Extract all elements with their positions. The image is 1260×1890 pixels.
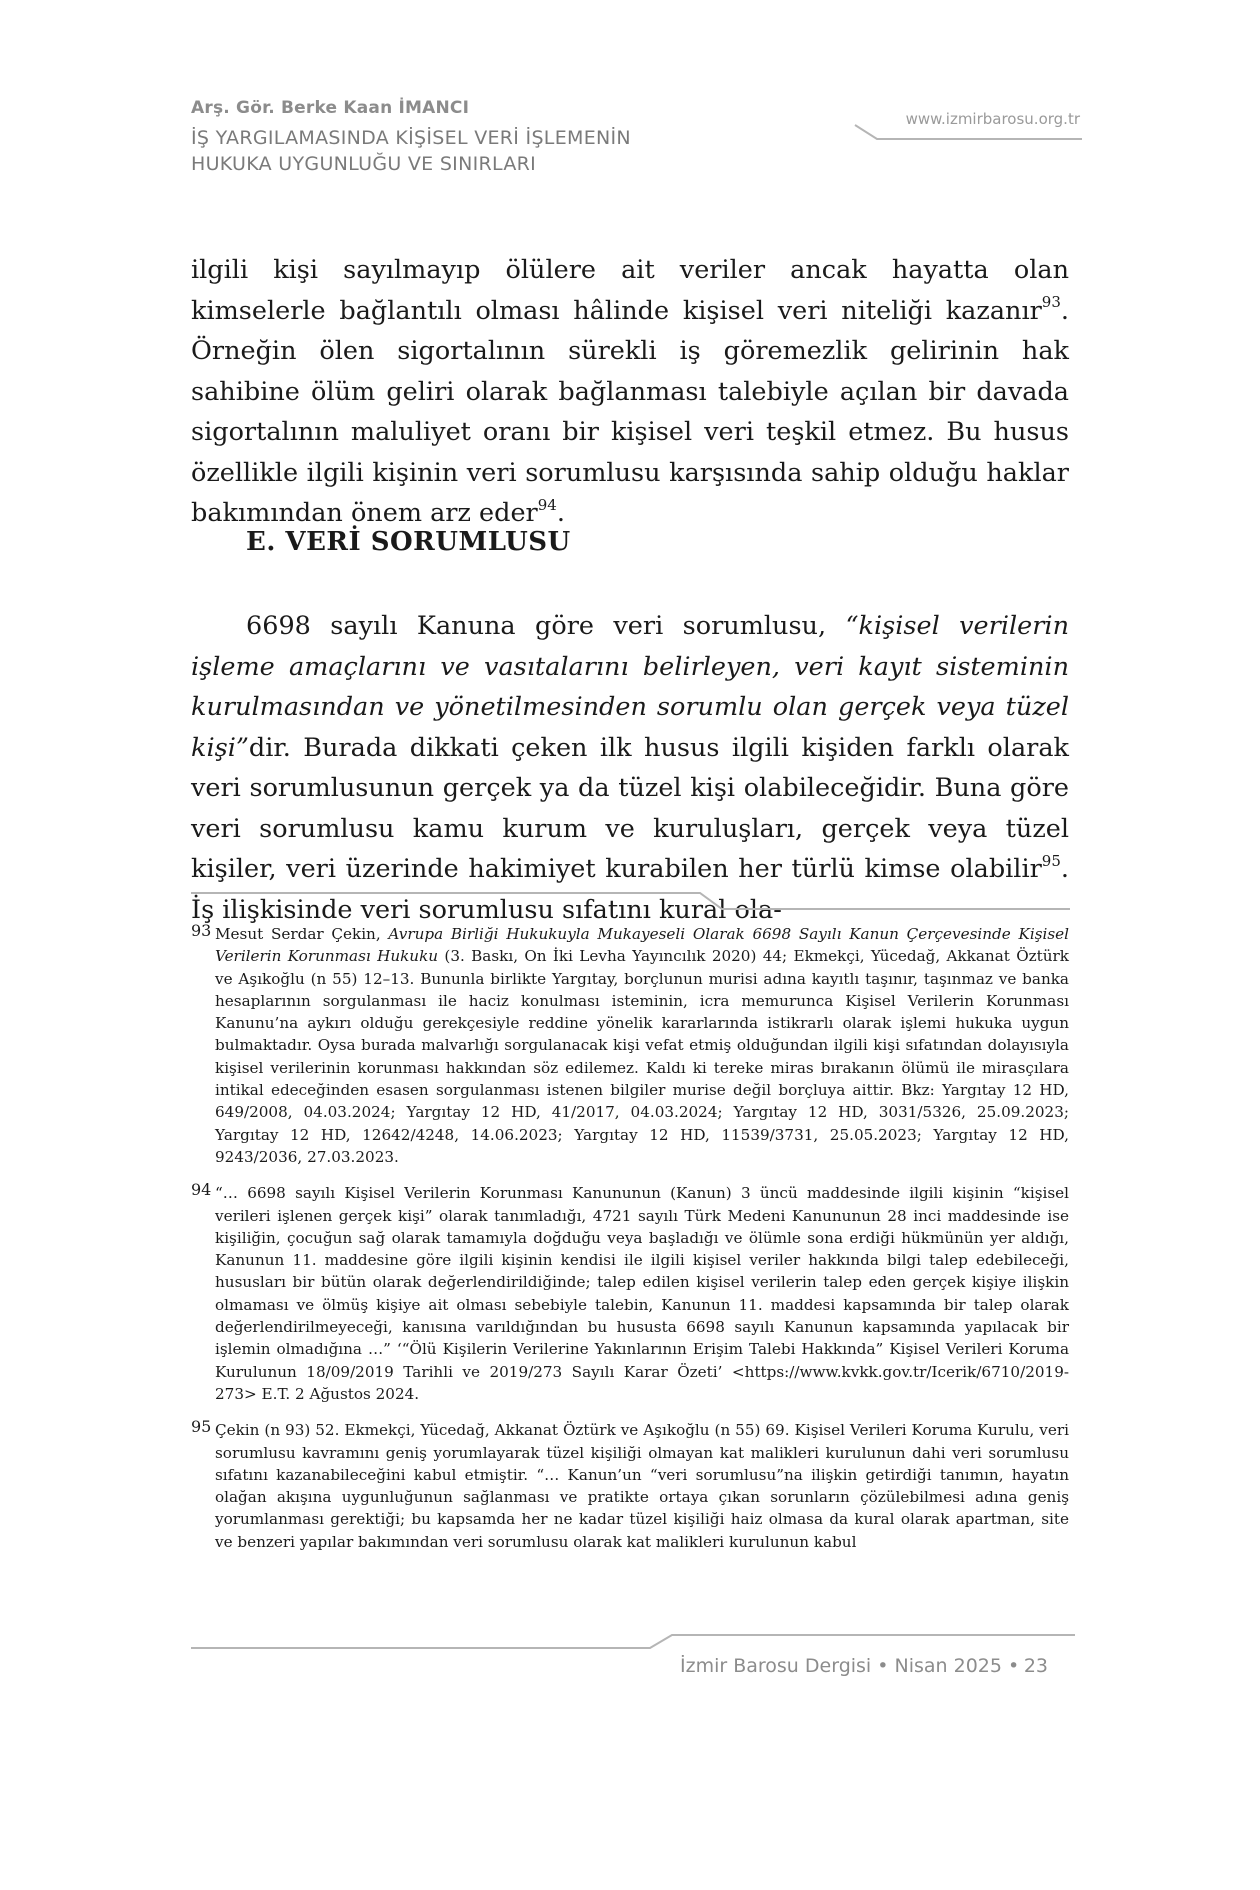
footnote-93-book-title: Avrupa Birliği Hukukuyla Mukayeseli Olarak 6698 Sayılı Kanun Çerçevesinde Kişisel Verilerin Korunması Hukuku	[215, 925, 1069, 966]
page-footer	[680, 1655, 1070, 1677]
footnote-93-text-a: Mesut Serdar Çekin,	[215, 925, 389, 943]
footnote-ref-94: 94	[537, 495, 557, 514]
footnote-95-number: 95	[191, 1417, 212, 1437]
footnote-93-number: 93	[191, 921, 212, 940]
page-number: 23	[1023, 1655, 1048, 1677]
footer-rule-line	[191, 1635, 1075, 1648]
footnote-ref-95: 95	[1041, 851, 1061, 870]
footnote-94-text: “… 6698 sayılı Kişisel Verilerin Korunması Kanununun (Kanun) 3 üncü maddesinde ilgili kişinin “kişisel verileri işlenen gerçek kişi” olarak tanımladığı, 4721 sayılı Türk Medeni Kanununun 28 inci maddesinde ise kişiliğin, çocuğun sağ olarak tamamıyla doğduğu veya başladığı ve ölümle sona erdiği hükmünün yer aldığı, Kanunun 11. maddesine göre ilgili kişinin kendisi ile ilgili kişisel veriler hakkında bilgi talep edebileceği, hususları bir bütün olarak değerlendirildiğinde; talep edilen kişisel verilerin talep eden gerçek kişiye ilişkin olmaması ve ölmüş kişiye ait olması sebebiyle talebin, Kanunun 11. maddesi kapsamında bir talep olarak değerlendirilmeyeceği, kanısına varıldığından bu hususta 6698 sayılı Kanunun kapsamında yapılacak bir işlemin olmadığına …” ‘“Ölü Kişilerin Verilerine Yakınlarının Erişim Talebi Hakkında” Kişisel Verileri Koruma Kurulunun 18/09/2019 Tarihli ve 2019/273 Sayılı Karar Özeti’ <https://www.kvkk.gov.tr/Icerik/6710/2019-273> E.T. 2 Ağustos 2024.	[215, 1184, 1069, 1403]
paragraph-1-text-c: .	[556, 498, 565, 528]
paragraph-1-text-a: ilgili kişi sayılmayıp ölülere ait veriler ancak hayatta olan kimselerle bağlantılı olması hâlinde kişisel veri niteliği kazanır	[191, 255, 1069, 326]
paragraph-2-text-c: . İş ilişkisinde veri sorumlusu sıfatını kural ola-	[191, 854, 1069, 925]
footnote-94-number: 94	[191, 1180, 212, 1200]
header-website: www.izmirbarosu.org.tr	[905, 110, 1080, 128]
header-title-line-1: İŞ YARGILAMASINDA KİŞİSEL VERİ İŞLEMENİN	[191, 127, 631, 149]
paragraph-2-definition-quote: “kişisel verilerin işleme amaçlarını ve vasıtalarını belirleyen, veri kayıt sisteminin kurulmasından ve yönetilmesinden sorumlu olan gerçek veya tüzel kişi”	[191, 611, 1070, 763]
footnote-95-text: Çekin (n 93) 52. Ekmekçi, Yücedağ, Akkanat Öztürk ve Aşıkoğlu (n 55) 69. Kişisel Verileri Koruma Kurulu, veri sorumlusu kavramını geniş yorumlayarak tüzel kişiliği olmayan kat malikleri kurulunun dahi veri sorumlusu sıfatını kazanabileceğini kabul etmiştir. “… Kanun’un “veri sorumlusu”na ilişkin getirdiği tanımın, hayatın olağan akışına uygunluğunun sağlanması ve pratikte ortaya çıkan sorunların çözülebilmesi adına geniş yorumlanması gerektiği; bu kapsamda her ne kadar tüzel kişiliği haiz olmasa da kural olarak apartman, site ve benzeri yapılar bakımından veri sorumlusu olarak kat malikleri kurulunun kabul	[215, 1421, 1069, 1551]
section-heading: E. VERİ SORUMLUSU	[246, 527, 571, 557]
header-title-line-2: HUKUKA UYGUNLUĞU VE SINIRLARI	[191, 153, 537, 175]
paragraph-1-text-b: . Örneğin ölen sigortalının sürekli iş göremezlik gelirinin hak sahibine ölüm geliri olarak bağlanması talebiyle açılan bir davada sigortalının maluliyet oranı bir kişisel veri teşkil etmez. Bu husus özellikle ilgili kişinin veri sorumlusu karşısında sahip olduğu haklar bakımından önem arz eder	[191, 295, 1069, 528]
paragraph-2-text-b: dir. Burada dikkati çeken ilk husus ilgili kişiden farklı olarak veri sorumlusunun gerçek ya da tüzel kişi olabileceğidir. Buna göre veri sorumlusu kamu kurum ve kuruluşları, gerçek veya tüzel kişiler, veri üzerinde hakimiyet kurabilen her türlü kimse olabilir	[191, 732, 1069, 884]
header-author: Arş. Gör. Berke Kaan İMANCI	[191, 98, 470, 118]
footnote-93-text-b: (3. Baskı, On İki Levha Yayıncılık 2020) 44; Ekmekçi, Yücedağ, Akkanat Öztürk ve Aşıkoğlu (n 55) 12–13. Bununla birlikte Yargıtay, borçlunun murisi adına kayıtlı taşınır, taşınmaz ve banka hesaplarının sorgulanması ile haciz konulması isteminin, icra memurunca Kişisel Verilerin Korunması Kanunu’na aykırı olduğu gerekçesiyle reddine yönelik kararlarında istikrarlı olarak işlemi hukuka uygun bulmaktadır. Oysa burada malvarlığı sorgulanacak kişi vefat etmiş olduğundan ilgili kişi sıfatından dolayısıyla kişisel verilerinin korunması hakkından söz edilemez. Kaldı ki tereke miras bırakanın ölümü ile mirasçılara intikal edeceğinden esasen sorgulanması istenen bilgiler murise değil borçluya aittir. Bkz: Yargıtay 12 HD, 649/2008, 04.03.2024; Yargıtay 12 HD, 41/2017, 04.03.2024; Yargıtay 12 HD, 3031/5326, 25.09.2023; Yargıtay 12 HD, 12642/4248, 14.06.2023; Yargıtay 12 HD, 11539/3731, 25.05.2023; Yargıtay 12 HD, 9243/2036, 27.03.2023.	[215, 947, 1069, 1166]
paragraph-2-text-a: 6698 sayılı Kanuna göre veri sorumlusu,	[246, 611, 846, 641]
footnote-ref-93: 93	[1041, 293, 1061, 311]
footer-journal-issue: İzmir Barosu Dergisi • Nisan 2025 •	[680, 1655, 1020, 1677]
